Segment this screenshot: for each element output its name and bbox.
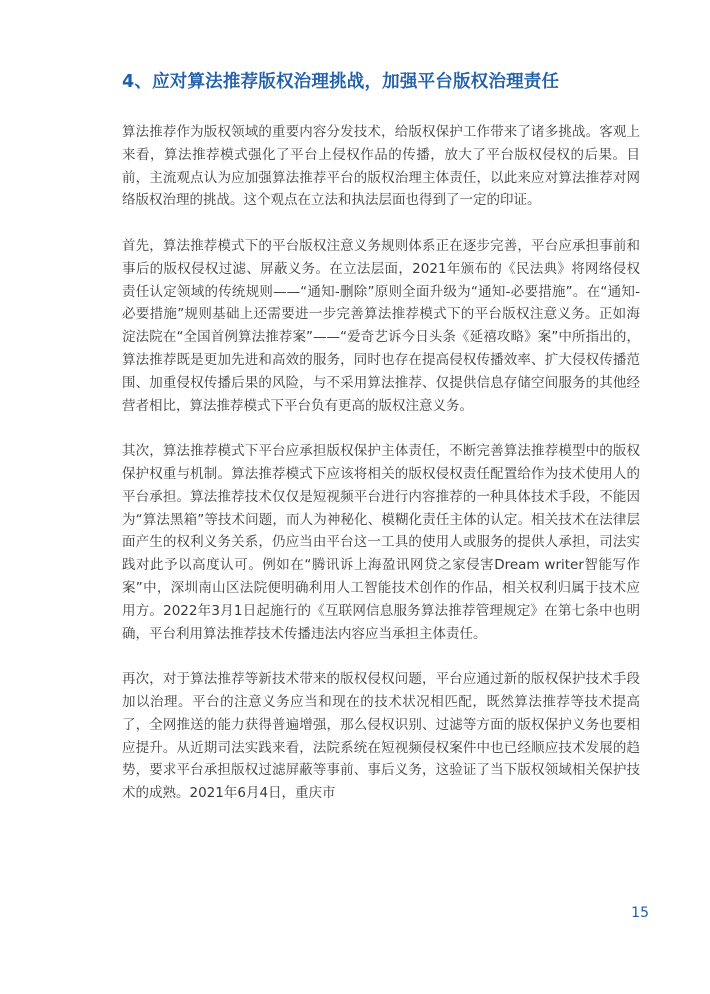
paragraph-4: 再次，对于算法推荐等新技术带来的版权侵权问题，平台应通过新的版权保护技术手段加以治理。平台的注意义务应当和现在的技术状况相匹配，既然算法推荐等技术提高了，全网推送的能力获得普遍增强，那么侵权识别、过滤等方面的版权保护义务也要相应提升。从近期司法实践来看，法院系统在短视频侵权案件中也已经顺应技术发展的趋势，要求平台承担版权过滤屏蔽等事前、事后义务，这验证了当下版权领域相关保护技术的成熟。2021年6月4日，重庆市	[122, 671, 640, 802]
section-heading: 4、应对算法推荐版权治理挑战，加强平台版权治理责任	[122, 72, 560, 92]
paragraph-3: 其次，算法推荐模式下平台应承担版权保护主体责任，不断完善算法推荐模型中的版权保护权重与机制。算法推荐模式下应该将相关的版权侵权责任配置给作为技术使用人的平台承担。算法推荐技术仅仅是短视频平台进行内容推荐的一种具体技术手段，不能因为“算法黑箱”等技术问题，而人为神秘化、模糊化责任主体的认定。相关技术在法律层面产生的权利义务关系，仍应当由平台这一工具的使用人或服务的提供人承担，司法实践对此予以高度认可。例如在“腾讯诉上海盈讯网贷之家侵害Dream writer智能写作案”中，深圳南山区法院便明确利用人工智能技术创作的作品，相关权利归属于技术应用方。2022年3月1日起施行的《互联网信息服务算法推荐管理规定》在第七条中也明确，平台利用算法推荐技术传播违法内容应当承担主体责任。	[122, 443, 640, 642]
body-text	[122, 121, 640, 828]
paragraph-2: 首先，算法推荐模式下的平台版权注意义务规则体系正在逐步完善，平台应承担事前和事后的版权侵权过滤、屏蔽义务。在立法层面，2021年颁布的《民法典》将网络侵权责任认定领域的传统规则——“通知-删除”原则全面升级为“通知-必要措施”。在“通知-必要措施”规则基础上还需要进一步完善算法推荐模式下的平台版权注意义务。正如海淀法院在“全国首例算法推荐案”——“爱奇艺诉今日头条《延禧攻略》案”中所指出的，算法推荐既是更加先进和高效的服务，同时也存在提高侵权传播效率、扩大侵权传播范围、加重侵权传播后果的风险，与不采用算法推荐、仅提供信息存储空间服务的其他经营者相比，算法推荐模式下平台负有更高的版权注意义务。	[122, 237, 640, 414]
page-number: 15	[631, 905, 649, 921]
paragraph-1: 算法推荐作为版权领域的重要内容分发技术，给版权保护工作带来了诸多挑战。客观上来看，算法推荐模式强化了平台上侵权作品的传播，放大了平台版权侵权的后果。目前，主流观点认为应加强算法推荐平台的版权治理主体责任，以此来应对算法推荐对网络版权治理的挑战。这个观点在立法和执法层面也得到了一定的印证。	[122, 124, 640, 209]
